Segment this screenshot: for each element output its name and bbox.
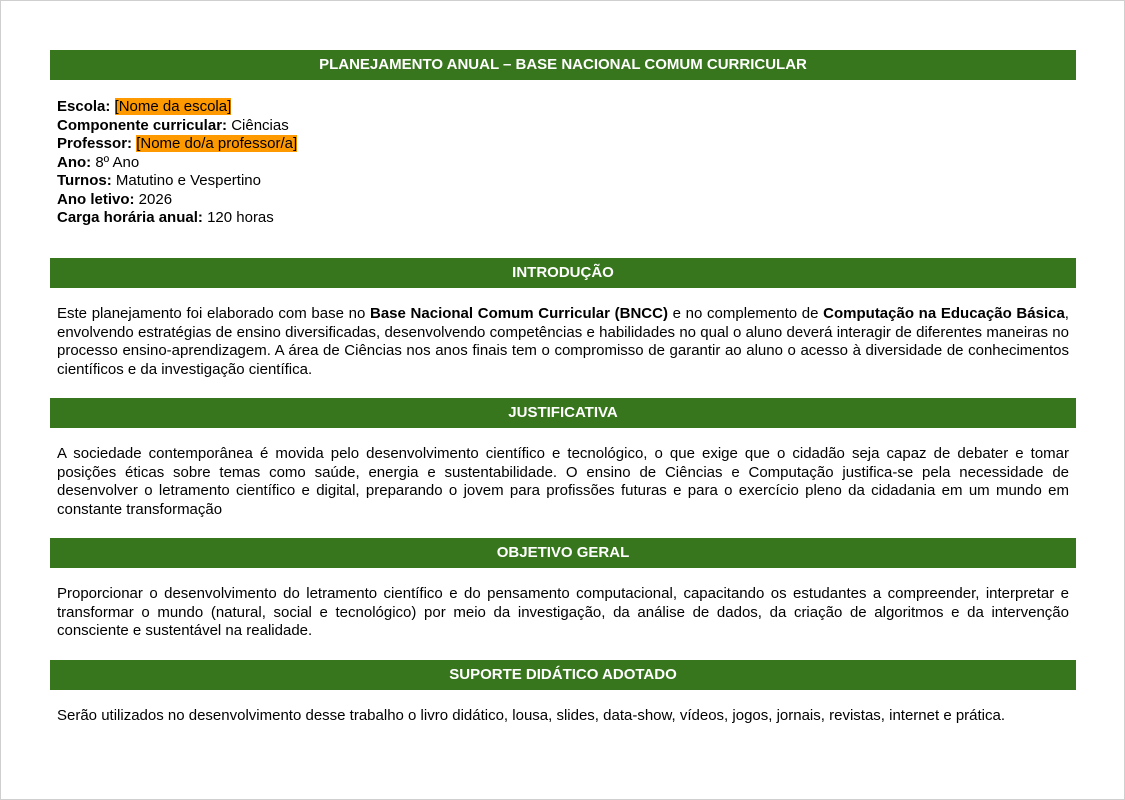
section-heading-justificativa bbox=[50, 398, 1076, 428]
introducao-text-2: e no complemento de bbox=[667, 305, 824, 322]
document-content bbox=[50, 50, 1076, 726]
info-row-ano bbox=[57, 154, 1069, 173]
suporte-heading: SUPORTE DIDÁTICO ADOTADO bbox=[449, 666, 677, 683]
suporte-text: Serão utilizados no desenvolvimento desse trabalho o livro didático, lousa, slides, data-show, vídeos, jogos, jornais, revistas, internet e prática. bbox=[57, 707, 1006, 724]
section-heading-objetivo bbox=[50, 538, 1076, 568]
main-title-band bbox=[50, 50, 1076, 80]
objetivo-paragraph: Proporcionar o desenvolvimento do letramento científico e do pensamento computacional, capacitando os estudantes a compreender, interpretar e transformar o mundo (natural, social e tecnológico) por meio da investigação, da análise de dados, da criação de algoritmos e da intervenção consciente e sustentável na realidade. bbox=[57, 585, 1069, 639]
introducao-text-3: , envolvendo estratégias de ensino diversificadas, desenvolvendo competências e habilidades no qual o aluno deverá interagir de diferentes maneiras no processo ensino-aprendizagem. A área de Ciências nos anos finais tem o compromisso de garantir ao aluno o acesso à diversidade de conhecimentos científicos e da investigação científica. bbox=[57, 305, 1069, 378]
ano-value: 8º Ano bbox=[95, 153, 140, 171]
ano-letivo-label: Ano letivo: bbox=[57, 190, 135, 208]
turnos-value: Matutino e Vespertino bbox=[115, 172, 261, 189]
info-row-carga bbox=[57, 209, 1069, 228]
info-row-turnos bbox=[57, 172, 1069, 191]
turnos-label: Turnos: bbox=[57, 172, 112, 189]
justificativa-paragraph: A sociedade contemporânea é movida pelo desenvolvimento científico e tecnológico, o que exige que o cidadão seja capaz de debater e tomar posições éticas sobre temas como saúde, energia e sustentabilidade. O ensino de Ciências e Computação justifica-se pela necessidade de desenvolver o letramento científico e digital, preparando o jovem para profissões futuras e para o exercício pleno da cidadania em um mundo em constante transformação bbox=[57, 445, 1069, 518]
professor-value[interactable]: [Nome do/a professor/a] bbox=[136, 135, 298, 152]
escola-label: Escola: bbox=[57, 98, 111, 115]
carga-value: 120 horas bbox=[207, 209, 274, 226]
section-heading-suporte bbox=[50, 660, 1076, 690]
introducao-bold-computacao: Computação na Educação Básica bbox=[823, 305, 1065, 322]
info-row-componente bbox=[57, 117, 1069, 136]
justificativa-heading: JUSTIFICATIVA bbox=[508, 404, 618, 421]
info-row-professor bbox=[57, 135, 1069, 154]
introducao-heading: INTRODUÇÃO bbox=[512, 264, 614, 281]
ano-letivo-value: 2026 bbox=[138, 190, 173, 208]
info-row-ano-letivo bbox=[57, 191, 1069, 210]
introducao-text-1: Este planejamento foi elaborado com base no bbox=[57, 305, 370, 322]
main-title: PLANEJAMENTO ANUAL – BASE NACIONAL COMUM CURRICULAR bbox=[319, 56, 807, 73]
professor-label: Professor: bbox=[57, 135, 133, 152]
suporte-paragraph bbox=[50, 690, 1076, 726]
section-heading-introducao bbox=[50, 258, 1076, 288]
school-info bbox=[50, 80, 1076, 258]
introducao-bold-bncc: Base Nacional Comum Curricular (BNCC) bbox=[370, 305, 668, 322]
info-row-escola bbox=[57, 98, 1069, 117]
introducao-paragraph bbox=[50, 288, 1076, 398]
ano-label: Ano: bbox=[57, 153, 92, 171]
objetivo-heading: OBJETIVO GERAL bbox=[496, 544, 630, 561]
componente-label: Componente curricular: bbox=[57, 116, 228, 134]
carga-label: Carga horária anual: bbox=[57, 209, 203, 226]
escola-value[interactable]: [Nome da escola] bbox=[114, 98, 232, 115]
componente-value: Ciências bbox=[231, 116, 289, 134]
